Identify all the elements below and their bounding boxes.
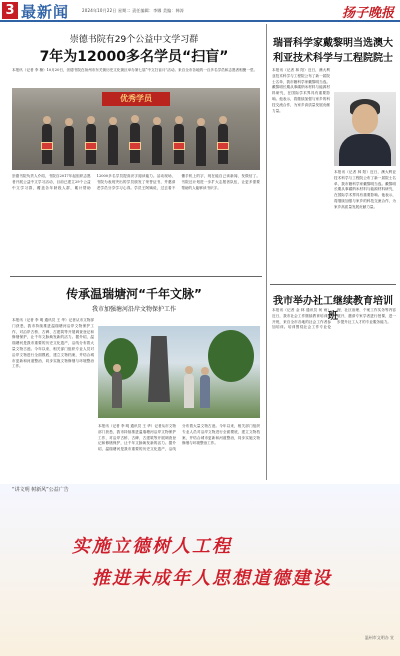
story1-kicker: 崇德书院有29个公益中文学习群: [69, 35, 199, 45]
newspaper-logo: 扬子晚报: [341, 6, 394, 21]
masthead-meta: 2024年10月22日 星期二 责任编辑：李娜 美编：韩涛: [82, 8, 184, 13]
section-divider: [10, 276, 262, 277]
certificate: [173, 142, 185, 150]
story4-body: 本报讯（记者 金 林 通讯员 何 雨）近日，我市社会工作继续教育培训班开班，来自全市各地的社会工作者参加培训。培训围绕社会工作专业伦理、社区治理、个案工作实务等内容展开，邀请专家学者进行授课，进一步提升社工人才的专业服务能力。: [272, 308, 396, 330]
slogan-line-2: 推进未成年人思想道德建设: [92, 568, 332, 589]
photo-person: [196, 126, 206, 166]
story3-title: 瑞晋科学家戴黎明当选澳大利亚技术科学与工程院院士: [273, 38, 393, 64]
photo-person: [200, 375, 210, 408]
portrait-body: [339, 134, 391, 166]
right-section-divider: [270, 284, 396, 285]
story2-body: 本报讯（记者 李 明 通讯员 王 华）记者从市文物部门获悉，我市持续推进温瑞塘河沿岸文物保护工作，对沿岸古桥、古碑、古建筑等开展调查登记和修缮保护，让千年文脉焕发新的活力。据介绍，温瑞塘河是我市重要的历史文化遗产，沿线分布着大量文物古迹。今年以来，相关部门组织专业人员对沿岸文物进行全面摸底，建立文物档案，并结合城市更新和河道整治，同步实施文物修缮与环境整治工作。: [12, 318, 94, 369]
photo-person: [64, 126, 74, 166]
photo-monument: [148, 336, 170, 402]
photo-tree: [208, 330, 254, 382]
certificate: [129, 142, 141, 150]
story2-photo: [98, 326, 260, 418]
photo-person: [112, 372, 122, 408]
page-number: 3: [2, 2, 18, 19]
section-title: 最新闻: [21, 3, 70, 21]
story1-body: 崇德书院负责人介绍，书院自2017年起组织志愿者开展公益中文学习活动，目前已建立29个公益中文学习群，覆盖各年龄段人群，累计帮助12000多名学员提高识字阅读能力。活动现场，书院为表现突出的学员颁发了荣誉证书，并邀请老学员分享学习心得。学员王阿姨说，过去看不懂手机上的字，现在能自己读新闻、发微信了。书院还计划进一步扩大志愿者队伍，让更多需要帮助的人能够读书识字。: [12, 174, 260, 190]
story1-byline: 本报讯（记者 李 楠）10月20日，崇德书院在扬州市东关街历史文化街区举办第七届“中文扫盲月”活动。来自全市各地的一百多名学员和志愿者相聚一堂。: [12, 68, 258, 72]
masthead: [0, 0, 400, 22]
ad-label: “讲文明 树新风”公益广告: [12, 487, 69, 493]
story2-continuation: 本报讯（记者 李 明 通讯员 王 华）记者从市文物部门获悉，我市持续推进温瑞塘河沿岸文物保护工作，对沿岸古桥、古碑、古建筑等开展调查登记和修缮保护，让千年文脉焕发新的活力。据介绍，温瑞塘河是我市重要的历史文化遗产，沿线分布着大量文物古迹。今年以来，相关部门组织专业人员对沿岸文物进行全面摸底，建立文物档案，并结合城市更新和河道整治，同步实施文物修缮与环境整治工作。: [98, 424, 260, 452]
story1-photo: [12, 88, 260, 170]
photo-banner: 优秀学员: [102, 92, 170, 106]
ad-credit: 温州市文明办 宣: [364, 635, 394, 640]
story2-title: 传承温瑞塘河“千年文脉”: [66, 287, 202, 301]
certificate: [85, 142, 97, 150]
certificate: [217, 142, 229, 150]
photo-person: [108, 125, 118, 165]
slogan-line-1: 实施立德树人工程: [72, 536, 232, 557]
story1-title: 7年为12000多名学员“扫盲”: [39, 49, 229, 65]
photo-person: [152, 125, 162, 165]
story3-body: 本报讯（记者 林 阳）近日，澳大利亚技术科学与工程院公布了新一届院士名单，我市籍科学家戴黎明当选。戴黎明长期从事碳纳米材料与能源材料研究，在国际学术界具有重要影响。他表示，将继续加强与家乡的科技交流合作，为家乡高质量发展贡献力量。: [272, 68, 330, 113]
portrait-head: [352, 104, 378, 134]
story3-portrait: [334, 92, 396, 166]
photo-person: [184, 374, 194, 408]
story4-title: 我市举办社工继续教育培训班: [273, 296, 393, 322]
column-divider: [266, 24, 267, 480]
story2-subtitle: 我市加强塘河沿岸文物保护工作: [91, 306, 176, 313]
story3-continuation: 本报讯（记者 林 阳）近日，澳大利亚技术科学与工程院公布了新一届院士名单，我市籍科学家戴黎明当选。戴黎明长期从事碳纳米材料与能源材料研究，在国际学术界具有重要影响。他表示，将继续加强与家乡的科技交流合作，为家乡高质量发展贡献力量。: [334, 170, 396, 209]
certificate: [41, 142, 53, 150]
